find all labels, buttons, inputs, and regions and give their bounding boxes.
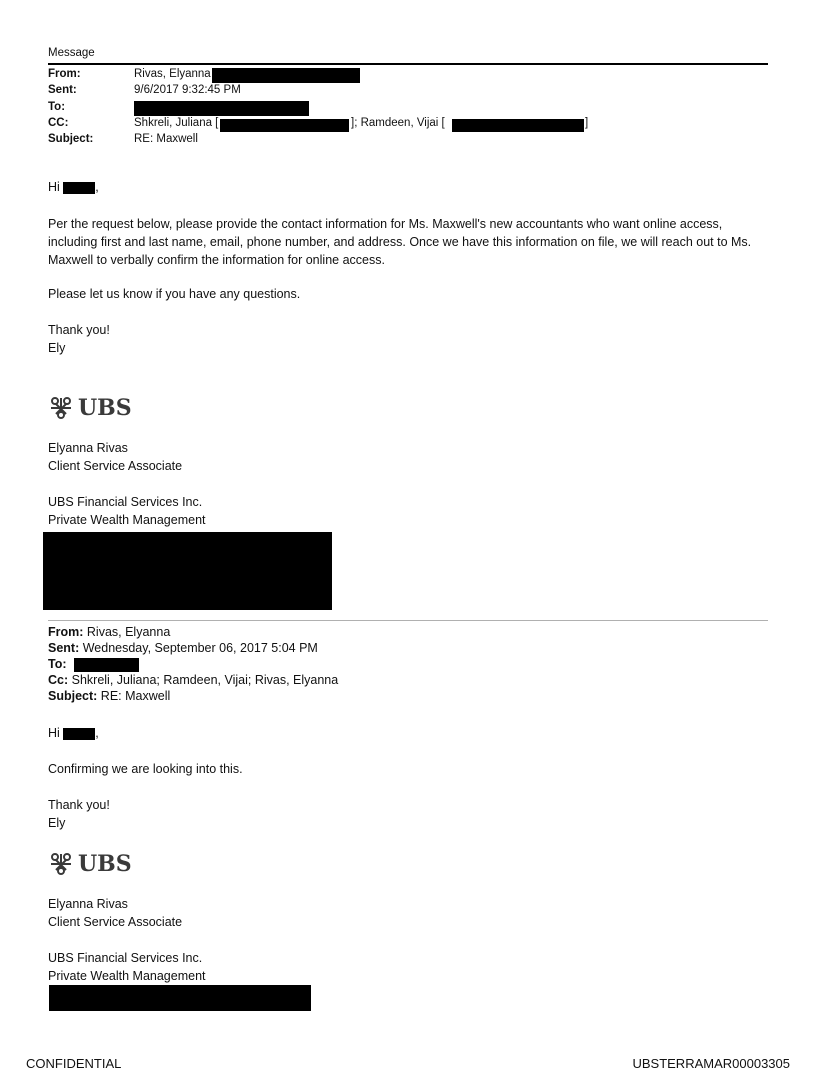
cc-value-mid: ]; Ramdeen, Vijai [ [351, 117, 445, 129]
footer-confidential: CONFIDENTIAL [26, 1056, 122, 1071]
quoted-greeting-suffix: , [95, 726, 99, 740]
quoted-closing-name: Ely [48, 816, 66, 830]
redaction-quoted-greeting-name [63, 728, 95, 740]
quoted-to-label: To: [48, 657, 67, 671]
from-value: Rivas, Elyanna [134, 68, 211, 80]
quoted-subject-value: RE: Maxwell [97, 689, 171, 703]
quoted-ubs-logo [48, 851, 132, 877]
body-paragraph-2: Please let us know if you have any questions. [48, 287, 301, 301]
message-label: Message [48, 47, 95, 59]
signature-name: Elyanna Rivas [48, 441, 128, 455]
signature-division: Private Wealth Management [48, 513, 206, 527]
closing-name: Ely [48, 341, 66, 355]
quoted-from-label: From: [48, 625, 84, 639]
quoted-signature-company: UBS Financial Services Inc. [48, 951, 203, 965]
greeting-prefix: Hi [48, 180, 60, 194]
quoted-sent-label: Sent: [48, 641, 80, 655]
closing-thanks: Thank you! [48, 323, 110, 337]
body-paragraph-1: Per the request below, please provide the contact information for Ms. Maxwell's new accountants who want online access, including first and last name, email, phone number, and address. Once we have this information on file, we will reach out to Ms. Maxwell to verbally confirm the information for online access. [48, 217, 752, 267]
ubs-keys-icon [48, 851, 74, 877]
redaction-quoted-to [74, 658, 139, 672]
quoted-ubs-logo-text: UBS [78, 851, 132, 877]
header-rule [48, 63, 768, 65]
subject-label: Subject: [48, 133, 94, 145]
from-label: From: [48, 68, 81, 80]
quoted-sent-value: Wednesday, September 06, 2017 5:04 PM [79, 641, 318, 655]
footer-bates-number: UBSTERRAMAR00003305 [632, 1056, 790, 1071]
quoted-cc-label: Cc: [48, 673, 69, 687]
subject-value: RE: Maxwell [134, 133, 198, 145]
redaction-greeting-name [63, 182, 95, 194]
quoted-greeting-prefix: Hi [48, 726, 60, 740]
ubs-logo-text: UBS [78, 395, 132, 421]
cc-value-end: ] [585, 117, 589, 129]
quoted-sent [48, 641, 318, 655]
quoted-to [48, 657, 67, 671]
quoted-body: Confirming we are looking into this. [48, 762, 243, 776]
redaction-from-email [212, 68, 360, 83]
cc-label: CC: [48, 117, 69, 129]
quoted-cc [48, 673, 338, 687]
quoted-subject-label: Subject: [48, 689, 98, 703]
cc-value-start: Shkreli, Juliana [ [134, 117, 219, 129]
quoted-signature-division: Private Wealth Management [48, 969, 206, 983]
redaction-quoted-signature-block [49, 985, 311, 1011]
quoted-signature-name: Elyanna Rivas [48, 897, 128, 911]
redaction-to [134, 101, 309, 116]
greeting-suffix: , [95, 180, 99, 194]
ubs-keys-icon [48, 395, 74, 421]
quoted-subject [48, 689, 170, 703]
quoted-signature-title: Client Service Associate [48, 915, 183, 929]
quoted-from-value: Rivas, Elyanna [83, 625, 171, 639]
to-label: To: [48, 101, 66, 113]
quoted-closing-thanks: Thank you! [48, 798, 110, 812]
sent-label: Sent: [48, 84, 77, 96]
signature-title: Client Service Associate [48, 459, 183, 473]
ubs-logo [48, 395, 132, 421]
quoted-cc-value: Shkreli, Juliana; Ramdeen, Vijai; Rivas, Elyanna [68, 673, 339, 687]
redaction-signature-block [43, 532, 332, 610]
sent-value: 9/6/2017 9:32:45 PM [134, 84, 241, 96]
redaction-cc-2 [452, 119, 584, 132]
quoted-greeting [48, 726, 99, 740]
redaction-cc-1 [220, 119, 349, 132]
greeting [48, 180, 99, 194]
quoted-from [48, 625, 170, 639]
email-separator [48, 620, 768, 621]
signature-company: UBS Financial Services Inc. [48, 495, 203, 509]
